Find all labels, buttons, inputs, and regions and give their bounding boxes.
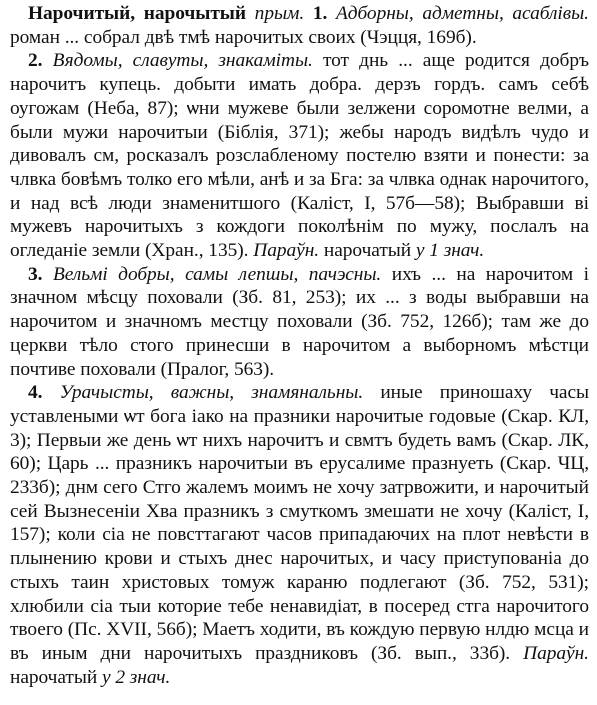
headword: Нарочитый, нарочытый — [28, 3, 247, 24]
cross-reference-sense: у 1 знач. — [415, 240, 485, 262]
sense-gloss: Вельмі добры, самы лепшы, пачэсны. — [52, 263, 382, 285]
sense-gloss: Урачысты, важны, знамянальны. — [59, 382, 364, 404]
sense-number: 3. — [28, 263, 43, 285]
part-of-speech: прым. — [254, 3, 305, 24]
entry-sense-2 — [10, 49, 589, 262]
cross-reference-sense: у 2 знач. — [101, 666, 171, 688]
entry-sense-4 — [10, 381, 589, 689]
sense-citations: ихъ ... на нарочитом і значном мѣсцу поховали (Зб. 81, 253); их ... з воды выбравши на нарочитом и значномъ местцу поховали (Зб. 752, 126б); там же до церкви тѣло стого принесши в нарочитом а выборномъ мѣстци почтиве поховали (Пралог, 563). — [10, 263, 589, 380]
cross-reference-word: нарочатый — [10, 666, 98, 688]
sense-citations: роман ... собрал двѣ тмѣ нарочитых своих (Чэцця, 169б). — [10, 26, 477, 48]
sense-number: 2. — [28, 50, 43, 72]
sense-number: 1. — [312, 3, 328, 24]
entry-sense-1 — [10, 2, 589, 49]
cross-reference-label: Параўн. — [523, 642, 589, 664]
cross-reference-label: Параўн. — [253, 240, 320, 262]
sense-number: 4. — [28, 382, 43, 404]
sense-citations: иные приношаху часы уставлеными ѡт бога іако на празники нарочитые годовые (Скар. КЛ, 3); Первыи же день ѡт нихъ нарочитъ и свмтъ будеть вамъ (Скар. ЛК, 60); Царь ... празникъ нарочитыи въ ерусалиме празнуеть (Скар. ЧЦ, 233б); днм сего Стго жалемъ моимъ не хочу затрвожити, и нарочитый сей Вызнесеніи Хва празникъ з смуткомъ змешати не хочу (Каліст, І, 157); коли сіа не повсттагают часов припадаючих на плот невѣсти в плынению крови и стыхъ днес нарочитых, и часу приступованіа до стыхъ таин христовых томуж караню подлегают (Зб. 752, 531); хлюбили сіа тыи которие тебе ненавидіат, в посеред стга нарочитого твоего (Пс. XVII, 56б); Маетъ ходити, въ кождую первую нлдю мсца и въ иным дни нарочитыхъ праздниковъ (Зб. вып., 33б). — [10, 382, 589, 664]
sense-gloss: Вядомы, славуты, знакаміты. — [52, 50, 313, 72]
sense-citations: тот днь ... аще родится добръ нарочитъ купець. добыти имать добра. дерзъ гордъ. самъ себѣ оугожам (Неба, 87); ѡни мужеве были зелжени соромотне велми, а были мужи нарочитыи (Біблія, 371); жебы народъ видѣлъ чудо и дивовалъ см, росказалъ розслабленому постелю взяти и понести: за члвка бовѣмъ толко его мѣли, анѣ и за Бга: за члвка однак нарочитого, и над всѣ люди знаменитшого (Каліст, І, 57б—58); Выбравши ві мужевъ нарочитыхъ з кождоги поколѣнім по мужу, послалъ на огледаніе земли (Хран., 135). — [10, 50, 589, 262]
cross-reference-word: нарочатый — [323, 240, 412, 262]
entry-sense-3 — [10, 263, 589, 382]
sense-gloss: Адборны, адметны, асаблівы. — [335, 3, 589, 24]
